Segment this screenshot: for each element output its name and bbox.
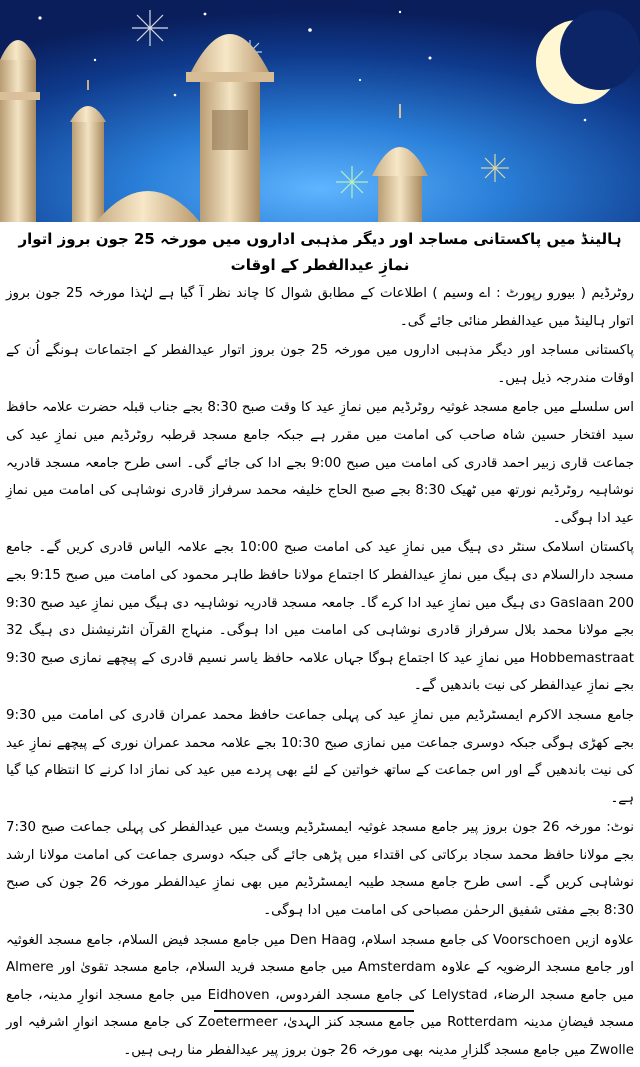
banner-illustration xyxy=(0,0,640,222)
article-paragraph: اس سلسلے میں جامع مسجد غوثیہ روٹرڈیم میں نمازِ عید کا وقت صبح 8:30 بجے جناب قبلہ حضرت علامہ حافظ سید افتخار حسین شاہ صاحب کی امامت میں مقرر ہے جبکہ جامع مسجد قرطبہ روٹرڈیم میں نمازِ عید کی جماعت قاری زبیر احمد قادری کی امامت میں صبح 9:00 بجے ادا کی جائے گی۔ اسی طرح جامعہ مسجد قادریہ نوشاہیہ روٹرڈیم نورتھ میں ٹھیک 8:30 بجے صبح الحاج خلیفہ محمد سرفراز قادری نوشاہی کی امامت میں نمازِ عید ادا ہوگی۔ xyxy=(6,400,634,526)
article-end-divider xyxy=(214,1010,414,1012)
article-headline: ہالینڈ میں پاکستانی مساجد اور دیگر مذہبی اداروں میں مورخہ 25 جون بروز اتوار نمازِ عیدالفطر کے اوقات xyxy=(18,230,622,274)
minaret-icon xyxy=(0,40,40,222)
article-paragraph: نوٹ: مورخہ 26 جون بروز پیر جامع مسجد غوثیہ ایمسٹرڈیم ویسٹ میں عیدالفطر کی پہلی جماعت صبح 7:30 بجے مولانا حافظ محمد سجاد برکاتی کی اقتداء میں پڑھی جائے گی جبکہ دوسری جماعت کی امامت مولانا ارشد نوشاہی کریں گے۔ اسی طرح جامع مسجد طیبہ ایمسٹرڈیم میں بھی نمازِ عیدالفطر مورخہ 26 جون کی صبح 8:30 بجے مفتی شفیق الرحمٰن مصباحی کی امامت میں ادا ہوگی۔ xyxy=(6,820,634,919)
article-paragraph: روٹرڈیم ( بیورو رپورٹ : اے وسیم ) اطلاعات کے مطابق شوال کا چاند نظر آ گیا ہے لہٰذا مورخہ 25 جون بروز اتوار ہالینڈ میں عیدالفطر منائی جائے گی۔ xyxy=(6,286,634,329)
article-paragraph: پاکستان اسلامک سنٹر دی ہیگ میں نمازِ عید کی امامت صبح 10:00 بجے علامہ الیاس قادری کریں گے۔ جامع مسجد دارالسلام دی ہیگ میں نمازِ عیدالفطر کا اجتماع مولانا حافظ طاہر محمود کی امامت میں صبح 9:15 بجے 200 Gaslaan دی ہیگ میں نمازِ عید ادا کرے گا۔ جامعہ مسجد قادریہ نوشاہیہ دی ہیگ میں نمازِ عید صبح 9:30 بجے مولانا محمد بلال سرفراز قادری نوشاہی کی امامت میں ادا ہوگی۔ منہاج القرآن انٹرنیشنل دی ہیگ 32 Hobbemastraat میں نمازِ عید کا اجتماع ہوگا جہاں علامہ حافظ یاسر نسیم قادری کے پیچھے نمازی صبح 9:30 بجے نمازِ عیدالفطر کی نیت باندھیں گے۔ xyxy=(6,540,634,694)
news-article xyxy=(6,226,634,1067)
article-paragraph: علاوہ ازیں Voorschoen کی جامع مسجد اسلام، Den Haag میں جامع مسجد فیض السلام، جامع مسجد الغوثیہ اور جامع مسجد الرضویہ کے علاوہ Amsterdam میں جامع مسجد فرید السلام، جامع مسجد تقویٰ اور Almere میں جامع مسجد الرضاء، Lelystad کی جامع مسجد الفردوس، Eidhoven میں جامع مسجد انوارِ مدینہ، جامع مسجد فیضانِ مدینہ Rotterdam میں جامع مسجد کنز الہدیٰ، Zoetermeer کی جامع مسجد انوارِ اشرفیہ اور Zwolle میں جامع مسجد گلزارِ مدینہ بھی مورخہ 26 جون بروز پیر عیدالفطر منا رہی ہیں۔ xyxy=(6,932,635,1059)
article-paragraph: جامع مسجد الاکرم ایمسٹرڈیم میں نمازِ عید کی پہلی جماعت حافظ محمد عمران قادری کی امامت میں 9:30 بجے کھڑی ہوگی جبکہ دوسری جماعت میں نمازی صبح 10:30 بجے علامہ محمد عمران نوری کے پیچھے نمازِ عید کی نیت باندھیں گے اور اس جماعت کے ساتھ خواتین کے لئے بھی پردے میں عید کی نماز ادا کرنے کا انتظام کیا گیا ہے۔ xyxy=(6,707,634,806)
eid-banner xyxy=(0,0,640,222)
article-paragraph: پاکستانی مساجد اور دیگر مذہبی اداروں میں مورخہ 25 جون بروز اتوار عیدالفطر کے اجتماعات ہونگے اُن کے اوقات مندرجہ ذیل ہیں۔ xyxy=(6,343,634,386)
